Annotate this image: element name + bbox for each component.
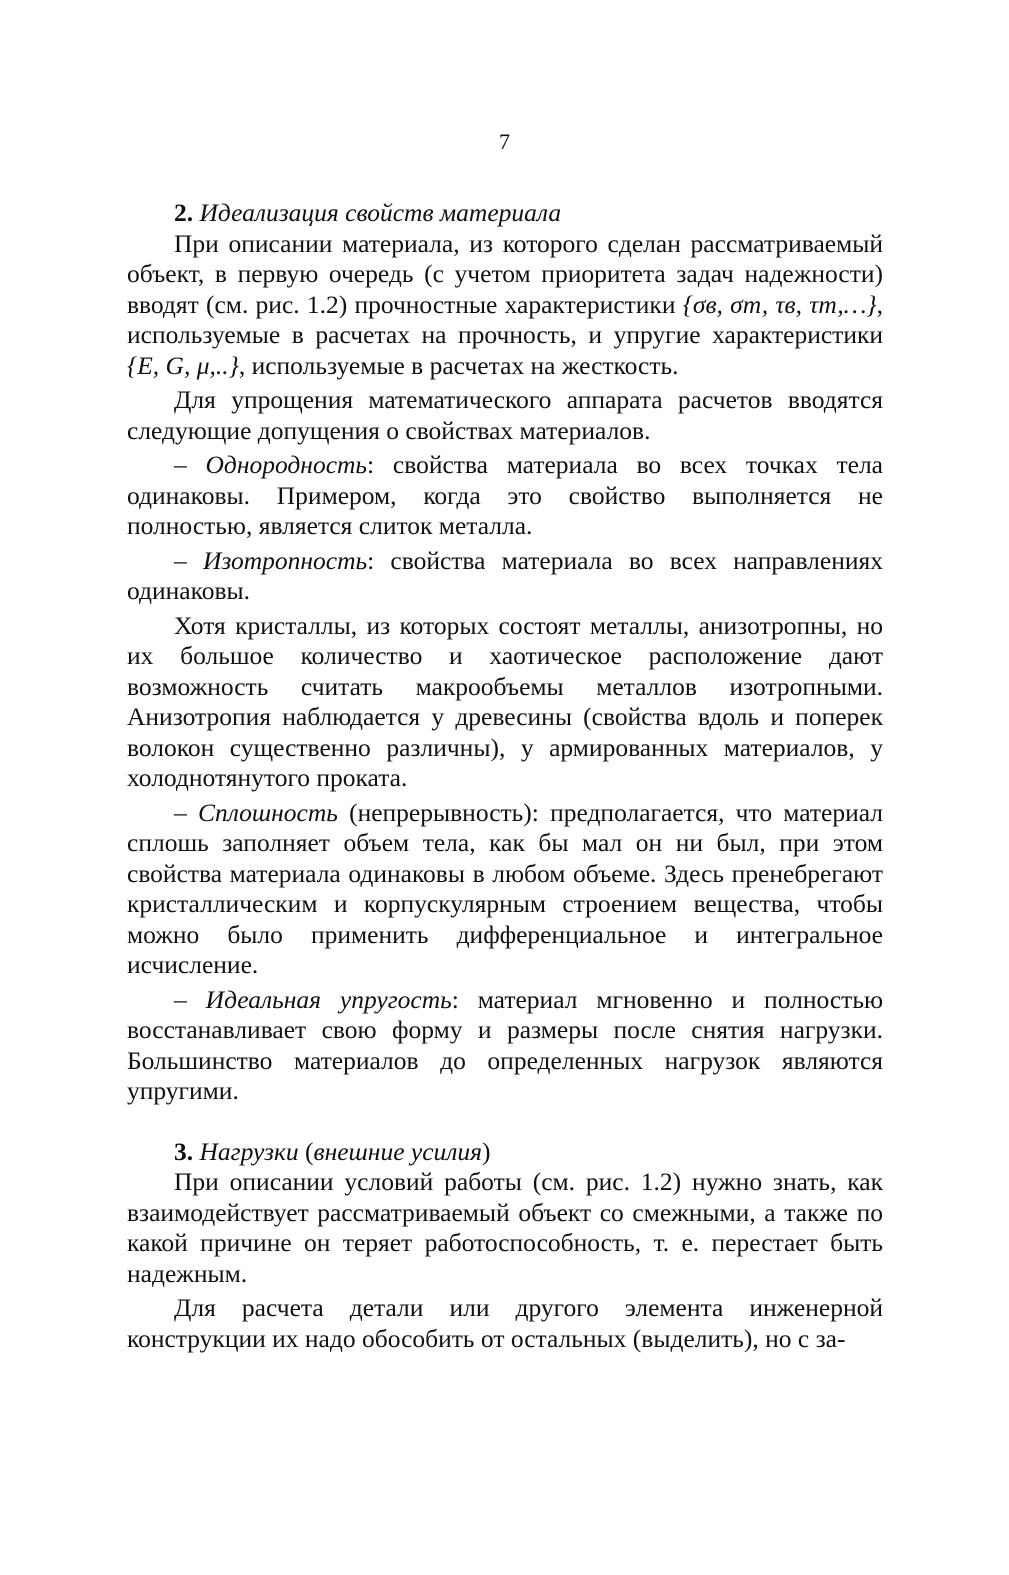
term-continuity: Сплошность xyxy=(197,797,338,827)
term-ideal-elasticity: Идеальная упругость xyxy=(205,984,452,1014)
strength-characteristics-set: {σв, σт, τв, τт,…} xyxy=(682,289,877,319)
section-3-heading: 3. Нагрузки (внешние усилия) xyxy=(174,1136,491,1166)
dash: – xyxy=(174,545,203,575)
paragraph-isolation: Для расчета детали или другого элемента инженерной конструкции их надо обособить от остальных (выделить), но с за- xyxy=(127,1293,883,1353)
term-homogeneity: Однородность xyxy=(205,450,368,479)
text-run: , используемые в расчетах на прочность, и упругие характеристики xyxy=(127,289,883,349)
term-isotropy: Изотропность xyxy=(202,545,368,575)
assumption-ideal-elasticity xyxy=(127,985,883,1107)
text-run: (непрерывность): предполагается, что материал сплошь заполняет объем тела, как бы мал он ни был, при этом свойства материала одинаковы в любом объеме. Здесь пренебрегают кристаллическим и корпускулярным строением вещества, чтобы можно было применить дифференциальное и интегральное исчисление. xyxy=(127,797,884,979)
assumption-continuity xyxy=(127,798,883,981)
section-3-subtitle: внешние усилия xyxy=(313,1136,483,1166)
section-2-heading xyxy=(127,198,883,229)
page-number: 7 xyxy=(499,129,510,154)
assumption-isotropy xyxy=(127,546,883,607)
section-2-title: Идеализация свойств материала xyxy=(199,198,562,227)
text-run: : свойства материала во всех направлениях одинаковы. xyxy=(127,545,883,605)
elastic-characteristics-set: {E, G, μ,..} xyxy=(127,350,239,380)
paragraph-working-conditions: При описании условий работы (см. рис. 1.2) нужно знать, как взаимодействует рассматриваемый объект со смежными, а также по какой причине он теряет работоспособность, т. е. перестает быть надежным. xyxy=(127,1167,883,1288)
paragraph-anisotropy: Хотя кристаллы, из которых состоят металлы, анизотропны, но их большое количество и хаотическое расположение дают возможность считать макрообъемы металлов изотропными. Анизотропия наблюдается у древесины (свойства вдоль и поперек волокон существенно различны), у армированных материалов, у холоднотянутого проката. xyxy=(127,610,883,792)
section-2-number: 2. xyxy=(174,198,194,227)
paragraph-assumptions-intro: Для упрощения математического аппарата расчетов вводятся следующие допущения о свойствах материалов. xyxy=(127,385,883,445)
section-3-number: 3. xyxy=(174,1136,194,1166)
assumption-homogeneity xyxy=(127,450,883,542)
dash: – xyxy=(174,984,206,1014)
dash: – xyxy=(174,797,198,827)
page-body xyxy=(127,198,883,1354)
section-3-title: Нагрузки xyxy=(199,1136,299,1166)
text-run: , используемые в расчетах на жесткость. xyxy=(238,350,679,380)
text-run: При описании материала, из которого сделан рассматриваемый объект, в первую очередь (с учетом приоритета задач надежности) вводят (см. рис. 1.2) прочностные характеристики xyxy=(127,228,883,319)
text-run: : свойства материала во всех точках тела одинаковы. Примером, когда это свойство выполняется не полностью, является слиток металла. xyxy=(127,450,883,540)
paragraph-material-characteristics xyxy=(127,229,883,382)
text-run: : материал мгновенно и полностью восстанавливает свою форму и размеры после снятия нагрузки. Большинство материалов до определенных нагрузок являются упругими. xyxy=(127,984,884,1105)
dash: – xyxy=(174,450,206,479)
